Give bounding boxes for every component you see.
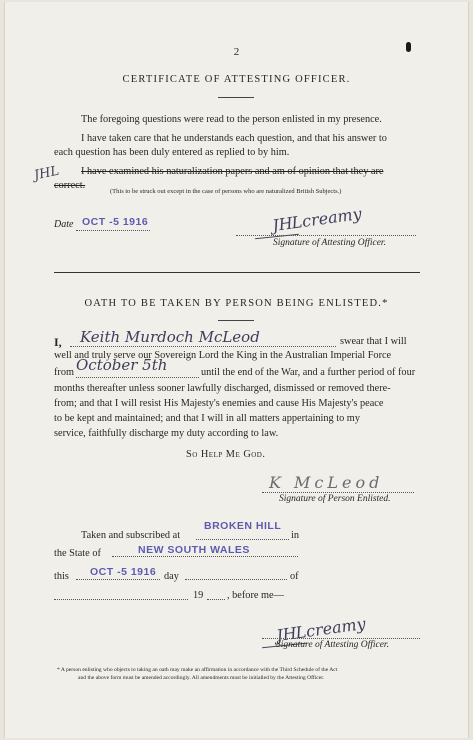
oath-line3-end: until the end of the War, and a further period of four bbox=[201, 367, 416, 378]
date-stamp: OCT -5 1916 bbox=[82, 216, 149, 228]
certificate-para3-line2: correct. bbox=[54, 180, 86, 191]
in-label: in bbox=[291, 530, 300, 541]
oath-line2: well and truly serve our Sovereign Lord the King in the Australian Imperial Force bbox=[54, 350, 392, 361]
place-stamp: BROKEN HILL bbox=[204, 520, 282, 532]
officer-signature-2: JHLcreamy bbox=[275, 613, 367, 646]
day-stamp: OCT -5 1916 bbox=[90, 566, 157, 578]
state-line bbox=[112, 556, 298, 557]
state-label: the State of bbox=[54, 548, 101, 559]
certificate-para2-line2: each question has been duly entered as replied to by him. bbox=[54, 147, 290, 158]
officer-signature-label: Signature of Attesting Officer. bbox=[273, 238, 386, 248]
enlistee-name: Keith Murdoch McLeod bbox=[80, 328, 260, 346]
page-number: 2 bbox=[233, 46, 240, 58]
enlistee-signature: K McLeod bbox=[269, 473, 384, 492]
officer-signature-label-2: Signature of Attesting Officer. bbox=[276, 640, 389, 650]
oath-pronoun: I, bbox=[54, 335, 62, 349]
certificate-para3-note: (This to be struck out except in the case of persons who are naturalized British Subjects.) bbox=[110, 188, 342, 195]
oath-title: OATH TO BE TAKEN BY PERSON BEING ENLISTED.* bbox=[84, 298, 389, 309]
title-underline bbox=[218, 97, 254, 98]
place-line bbox=[196, 539, 289, 540]
certificate-para1: The foregoing questions were read to the person enlisted in my presence. bbox=[81, 114, 382, 125]
day-label: day bbox=[164, 571, 179, 582]
name-line bbox=[70, 346, 336, 347]
certificate-para2-line1: I have taken care that he understands each question, and that his answer to bbox=[81, 133, 387, 144]
oath-title-underline bbox=[218, 320, 254, 321]
officer-signature-line-2 bbox=[262, 638, 420, 639]
oath-line4: months thereafter unless sooner lawfully discharged, dismissed or removed there- bbox=[54, 383, 391, 394]
month-line bbox=[185, 579, 287, 580]
oath-line1-end: swear that I will bbox=[340, 336, 407, 347]
from-date-line bbox=[76, 377, 199, 378]
so-help-me-god: So Help Me God. bbox=[186, 449, 266, 460]
oath-line7: service, faithfully discharge my duty according to law. bbox=[54, 428, 279, 439]
year-line bbox=[54, 599, 188, 600]
year-prefix: 19 bbox=[193, 590, 204, 601]
certificate-title: CERTIFICATE OF ATTESTING OFFICER. bbox=[122, 74, 351, 85]
footnote-line1: * A person enlisting who objects to taking an oath may make an affirmation in accordance with the Third Schedule of the Act bbox=[57, 667, 338, 673]
day-line bbox=[76, 579, 160, 580]
year-suffix-line bbox=[207, 599, 225, 600]
state-stamp: NEW SOUTH WALES bbox=[138, 544, 250, 556]
date-label: Date bbox=[54, 219, 74, 230]
enlistee-signature-line bbox=[262, 492, 414, 493]
of-label: of bbox=[290, 571, 299, 582]
footnote-line2: and the above form must be amended accordingly. All amendments must be initialled by the Attesting Officer. bbox=[78, 675, 325, 681]
before-label: , before me— bbox=[227, 590, 284, 601]
service-from-date: October 5th bbox=[76, 356, 168, 374]
date-line bbox=[76, 230, 150, 231]
certificate-para3-line1: I have examined his naturalization papers and am of opinion that they are bbox=[81, 166, 384, 177]
section-divider bbox=[54, 272, 420, 273]
oath-from-label: from bbox=[54, 367, 75, 378]
this-label: this bbox=[54, 571, 69, 582]
oath-line5: from; and that I will resist His Majesty's enemies and cause His Majesty's peace bbox=[54, 398, 384, 409]
taken-subscribed-label: Taken and subscribed at bbox=[81, 530, 181, 541]
officer-signature: JHLcreamy bbox=[271, 203, 363, 236]
oath-line6: to be kept and maintained; and that I will in all matters appertaining to my bbox=[54, 413, 360, 424]
officer-initials: JHL bbox=[32, 163, 61, 184]
enlistee-signature-label: Signature of Person Enlisted. bbox=[279, 494, 391, 504]
officer-signature-line bbox=[236, 235, 416, 236]
